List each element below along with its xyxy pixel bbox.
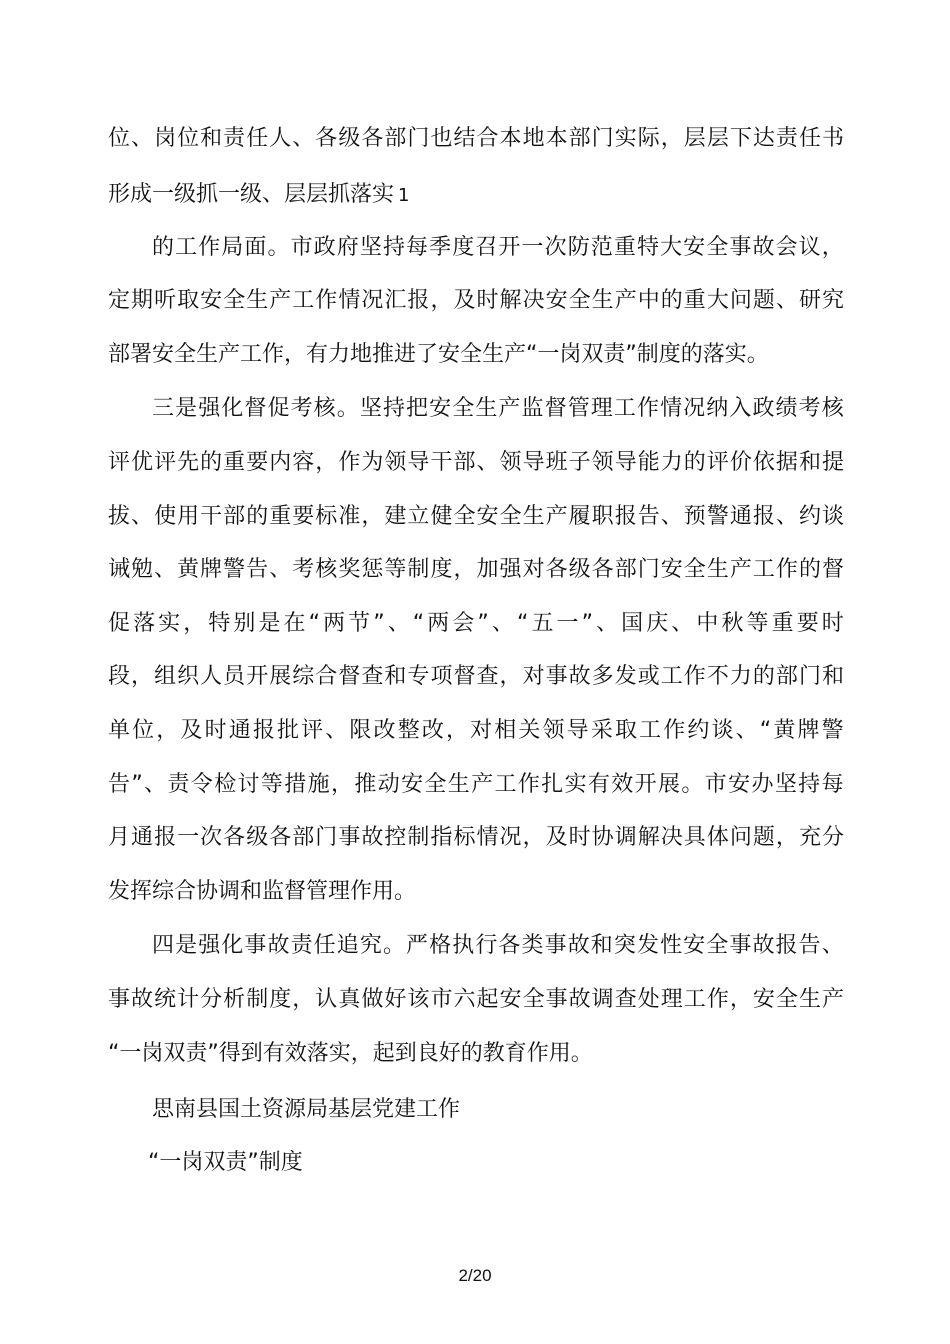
text-line: 位 、 岗 位 和 责 任 人 、 各 级 各 部 门 也 结 合 本 地 本 部 门 实 际 ， 层 层 下 达 责 任 书: [108, 126, 844, 151]
text-line: 段 ， 组 织 人 员 开 展 综 合 督 查 和 专 项 督 查 ， 对 事 故 多 发 或 工 作 不 力 的 部 门 和: [108, 664, 844, 689]
text-line: 月 通 报 一 次 各 级 各 部 门 事 故 控 制 指 标 情 况 ， 及 时 协 调 解 决 具 体 问 题 ， 充 分: [108, 825, 844, 850]
text-line: 发挥综合协调和监督管理作用。: [108, 879, 417, 904]
text-line: [108, 180, 844, 211]
text-line: 拔 、 使 用 干 部 的 重 要 标 准 ， 建 立 健 全 安 全 生 产 履 职 报 告 、 预 警 通 报 、 约 谈: [108, 504, 844, 529]
text-line: 四 是 强 化 事 故 责 任 追 究 。 严 格 执 行 各 类 事 故 和 突 发 性 安 全 事 故 报 告 、: [152, 933, 844, 958]
text-line: 诫 勉 、 黄 牌 警 告 、 考 核 奖 惩 等 制 度 ， 加 强 对 各 级 各 部 门 安 全 生 产 工 作 的 督: [108, 557, 844, 582]
text-line: 的 工 作 局 面 。 市 政 府 坚 持 每 季 度 召 开 一 次 防 范 重 特 大 安 全 事 故 会 议 ，: [152, 235, 844, 260]
text-line: 定 期 听 取 安 全 生 产 工 作 情 况 汇 报 ， 及 时 解 决 安 全 生 产 中 的 重 大 问 题 、 研 究: [108, 288, 844, 313]
text-line-content: 形成一级抓一级、层层抓落实: [108, 182, 395, 207]
text-line: 评 优 评 先 的 重 要 内 容 ， 作 为 领 导 干 部 、 领 导 班 子 领 导 能 力 的 评 价 依 据 和 提: [108, 450, 844, 475]
text-line: 促 落 实 ， 特 别 是 在 “ 两 节 ” 、 “ 两 会 ” 、 “ 五 一 ” 、 国 庆 、 中 秋 等 重 要 时: [108, 611, 844, 636]
text-line: 三 是 强 化 督 促 考 核 。 坚 持 把 安 全 生 产 监 督 管 理 工 作 情 况 纳 入 政 绩 考 核: [152, 396, 844, 421]
text-line: 事 故 统 计 分 析 制 度 ， 认 真 做 好 该 市 六 起 安 全 事 故 调 查 处 理 工 作 ， 安 全 生 产: [108, 987, 844, 1012]
text-line: 告 ” 、 责 令 检 讨 等 措 施 ， 推 动 安 全 生 产 工 作 扎 实 有 效 开 展 。 市 安 办 坚 持 每: [108, 772, 844, 797]
section-heading: 思南县国土资源局基层党建工作: [152, 1097, 461, 1122]
text-line: 部署安全生产工作，有力地推进了安全生产“一岗双责”制度的落实。: [108, 342, 769, 367]
page-number: 2/20: [458, 1266, 492, 1285]
text-line: “一岗双责”得到有效落实，起到良好的教育作用。: [108, 1041, 593, 1066]
section-subheading: “一岗双责”制度: [148, 1150, 303, 1175]
footnote-marker: 1: [398, 185, 410, 206]
text-line: 单 位 ， 及 时 通 报 批 评 、 限 改 整 改 ， 对 相 关 领 导 采 取 工 作 约 谈 、 “ 黄 牌 警: [108, 718, 844, 743]
